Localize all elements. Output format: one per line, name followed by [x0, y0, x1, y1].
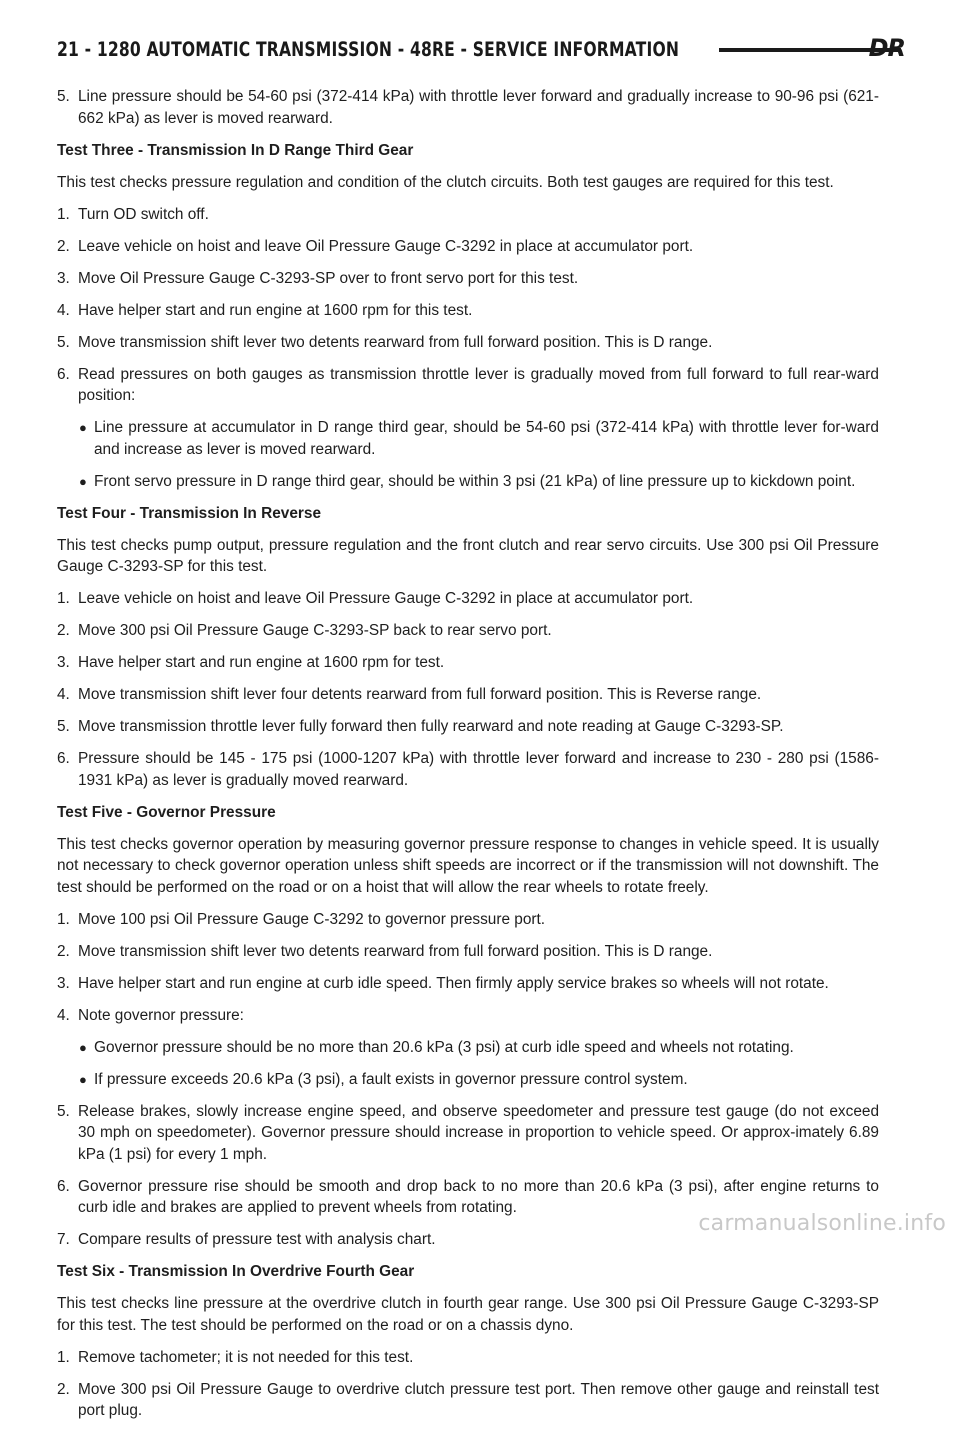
step-number: 4.: [57, 1006, 70, 1024]
numbered-step: [57, 86, 879, 129]
step-text: Have helper start and run engine at curb idle speed. Then firmly apply service brakes so wheels will not rotate.: [78, 974, 829, 992]
step-number: 5.: [57, 718, 70, 735]
step-number: 2.: [57, 622, 70, 639]
step-number: 4.: [57, 686, 70, 703]
numbered-step: [57, 1347, 879, 1369]
bullet-icon: ●: [79, 420, 87, 435]
step-text: Move 300 psi Oil Pressure Gauge C-3293-SP back to rear servo port.: [78, 622, 552, 639]
step-text: Release brakes, slowly increase engine speed, and observe speedometer and pressure test gauge (do not exceed 30 mph on speedometer). Governor pressure should increase in proportion to vehicle speed. Or approx-imately 6.89 kPa (1 psi) for every 1 mph.: [78, 1102, 879, 1163]
watermark: carmanualsonline.info: [698, 1211, 946, 1236]
numbered-step: [57, 909, 879, 931]
numbered-step: [57, 332, 879, 354]
bullet-icon: ●: [79, 473, 87, 489]
section-heading: Test Five - Governor Pressure: [57, 803, 276, 821]
numbered-step: [57, 716, 879, 738]
step-number: 3.: [57, 269, 70, 287]
step-text: Compare results of pressure test with analysis chart.: [78, 1231, 436, 1248]
step-text: Line pressure should be 54-60 psi (372-414 kPa) with throttle lever forward and gradually increase to 90-96 psi (621-662 kPa) as lever is moved rearward.: [78, 88, 879, 127]
numbered-step: [57, 236, 879, 258]
bullet-item: [57, 1037, 879, 1059]
step-text: Leave vehicle on hoist and leave Oil Pressure Gauge C-3292 in place at accumulator port.: [78, 590, 694, 607]
numbered-step: [57, 1379, 879, 1422]
bullet-item: [57, 417, 879, 460]
numbered-step: [57, 268, 879, 290]
bullet-icon: ●: [79, 1039, 87, 1055]
step-number: 2.: [57, 942, 70, 960]
step-text: Move transmission throttle lever fully forward then fully rearward and note reading at Gauge C-3293-SP.: [78, 718, 784, 735]
step-text: Pressure should be 145 - 175 psi (1000-1207 kPa) with throttle lever forward and increase to 230 - 280 psi (1586-1931 kPa) as lever is gradually moved rearward.: [78, 750, 879, 789]
step-text: Move 300 psi Oil Pressure Gauge to overdrive clutch pressure test port. Then remove other gauge and reinstall test port plug.: [78, 1380, 879, 1419]
bullet-item: [57, 471, 879, 493]
numbered-step: [57, 364, 879, 407]
step-number: 1.: [57, 910, 70, 928]
step-number: 6.: [57, 750, 70, 767]
numbered-step: [57, 588, 879, 610]
step-number: 3.: [57, 654, 70, 671]
step-text: Move transmission shift lever two detents rearward from full forward position. This is D range.: [78, 942, 713, 960]
step-number: 3.: [57, 974, 70, 992]
section-heading: Test Six - Transmission In Overdrive Fourth Gear: [57, 1263, 415, 1280]
step-text: Move 100 psi Oil Pressure Gauge C-3292 to governor pressure port.: [78, 910, 546, 928]
section-heading: Test Four - Transmission In Reverse: [57, 504, 321, 522]
numbered-step: [57, 941, 879, 963]
page-header: [57, 34, 905, 64]
step-text: Move transmission shift lever two detents rearward from full forward position. This is D range.: [78, 333, 713, 351]
step-text: Remove tachometer; it is not needed for this test.: [78, 1348, 414, 1366]
step-number: 1.: [57, 590, 70, 607]
step-text: Turn OD switch off.: [78, 205, 209, 223]
step-number: 2.: [57, 1380, 70, 1398]
step-number: 6.: [57, 365, 70, 383]
step-number: 7.: [57, 1231, 70, 1248]
numbered-step: [57, 748, 879, 791]
step-text: Note governor pressure:: [78, 1006, 244, 1024]
step-text: Leave vehicle on hoist and leave Oil Pressure Gauge C-3292 in place at accumulator port.: [78, 237, 694, 255]
step-number: 5.: [57, 88, 70, 105]
paragraph: This test checks governor operation by measuring governor pressure response to changes in vehicle speed. It is usually not necessary to check governor operation unless shift speeds are incorrect or if the transmission will not downshift. The test should be performed on the road or on a hoist that will allow the rear wheels to rotate freely.: [57, 835, 879, 896]
numbered-step: [57, 300, 879, 322]
numbered-step: [57, 204, 879, 226]
step-text: Have helper start and run engine at 1600 rpm for this test.: [78, 301, 473, 319]
step-number: 1.: [57, 1348, 70, 1366]
step-text: Read pressures on both gauges as transmission throttle lever is gradually moved from full forward to full rear-ward position:: [78, 365, 879, 404]
step-number: 5.: [57, 333, 70, 351]
numbered-step: [57, 973, 879, 995]
bullet-text: If pressure exceeds 20.6 kPa (3 psi), a fault exists in governor pressure control system.: [94, 1070, 688, 1088]
bullet-text: Governor pressure should be no more than 20.6 kPa (3 psi) at curb idle speed and wheels not rotating.: [94, 1038, 794, 1056]
paragraph: This test checks pressure regulation and condition of the clutch circuits. Both test gauges are required for this test.: [57, 173, 834, 191]
bullet-text: Front servo pressure in D range third gear, should be within 3 psi (21 kPa) of line pressure up to kickdown point.: [94, 472, 856, 490]
step-number: 1.: [57, 205, 70, 223]
header-model-code: DR: [868, 34, 905, 62]
paragraph: This test checks line pressure at the overdrive clutch in fourth gear range. Use 300 psi Oil Pressure Gauge C-3293-SP for this test. The test should be performed on the road or on a chassis dyno.: [57, 1295, 879, 1334]
step-number: 5.: [57, 1102, 70, 1120]
step-number: 4.: [57, 301, 70, 319]
numbered-step: [57, 1101, 879, 1166]
section-heading: Test Three - Transmission In D Range Third Gear: [57, 141, 414, 159]
step-text: Governor pressure rise should be smooth and drop back to no more than 20.6 kPa (3 psi), after engine returns to curb idle and brakes are applied to prevent wheels from rotating.: [78, 1177, 879, 1216]
numbered-step: [57, 652, 879, 674]
step-number: 6.: [57, 1177, 70, 1195]
step-text: Move Oil Pressure Gauge C-3293-SP over to front servo port for this test.: [78, 269, 579, 287]
bullet-item: [57, 1069, 879, 1091]
numbered-step: [57, 684, 879, 706]
step-text: Move transmission shift lever four detents rearward from full forward position. This is Reverse range.: [78, 686, 762, 703]
step-number: 2.: [57, 237, 70, 255]
step-text: Have helper start and run engine at 1600 rpm for test.: [78, 654, 445, 671]
paragraph: This test checks pump output, pressure regulation and the front clutch and rear servo circuits. Use 300 psi Oil Pressure Gauge C-3293-SP for this test.: [57, 536, 879, 575]
numbered-step: [57, 1005, 879, 1027]
numbered-step: [57, 620, 879, 642]
bullet-icon: ●: [79, 1071, 87, 1087]
header-title: 21 - 1280 AUTOMATIC TRANSMISSION - 48RE - SERVICE INFORMATION: [57, 37, 680, 61]
bullet-text: Line pressure at accumulator in D range third gear, should be 54-60 psi (372-414 kPa) with throttle lever for-ward and increase as lever is moved rearward.: [94, 419, 879, 458]
